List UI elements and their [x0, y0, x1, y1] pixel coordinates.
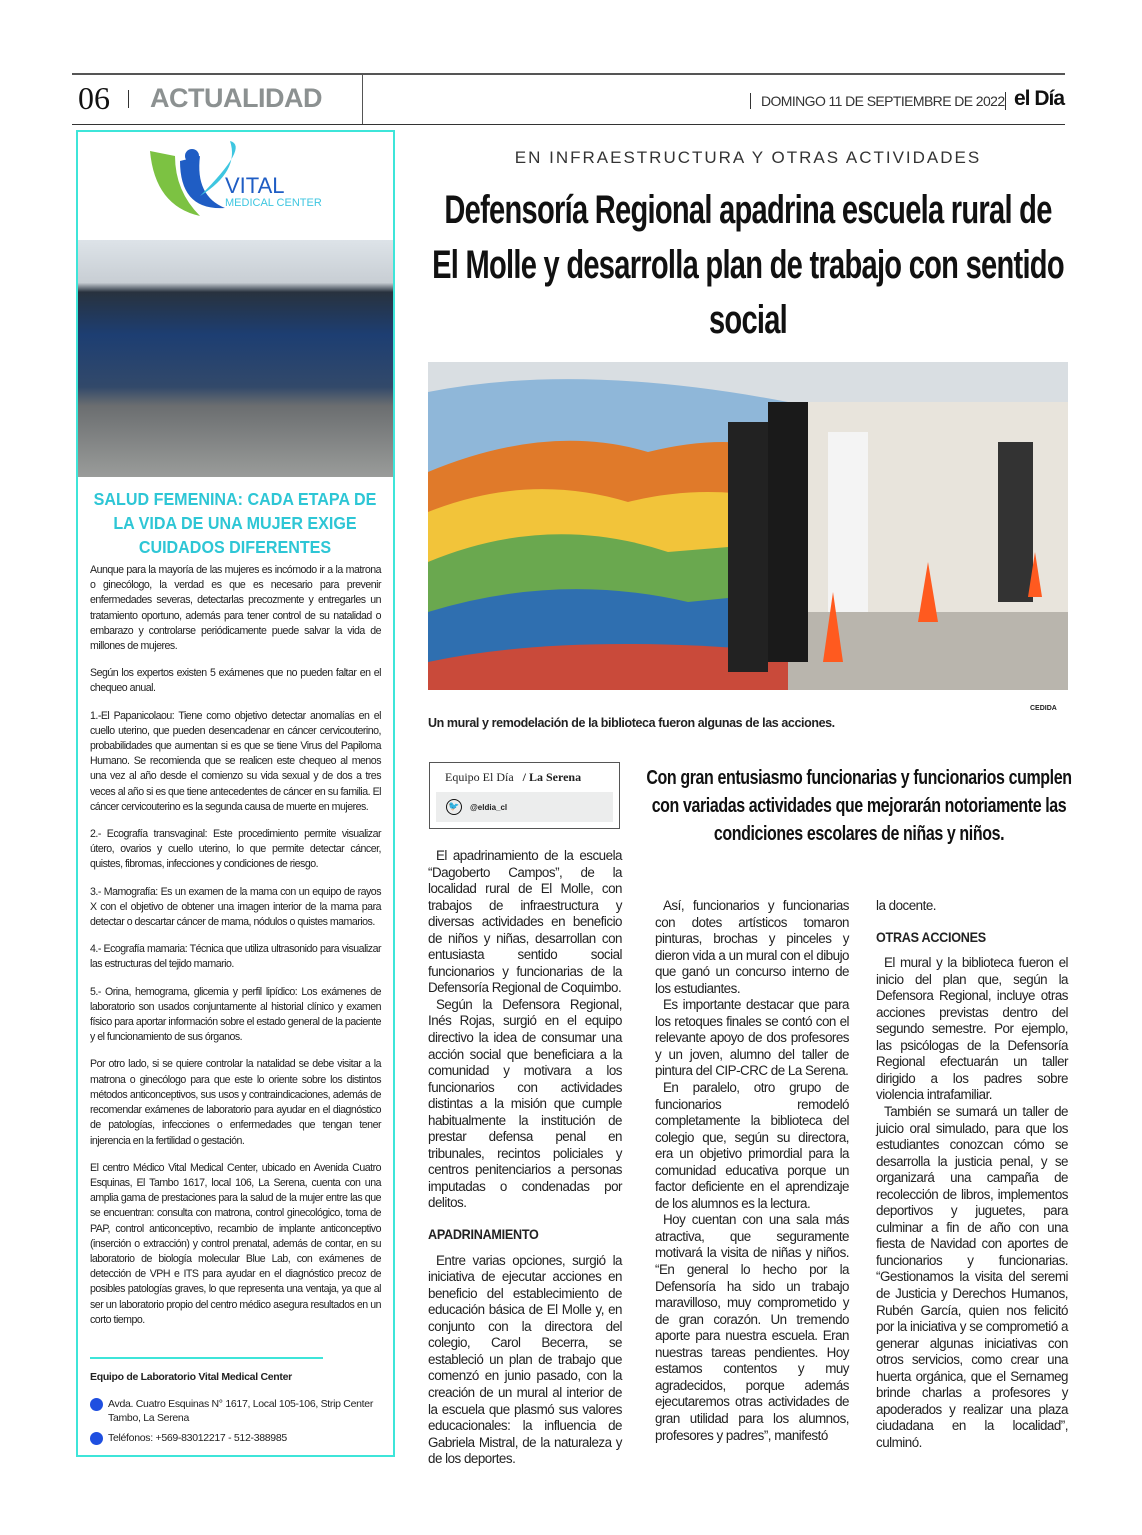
ad-paragraph: El centro Médico Vital Medical Center, ubicado en Avenida Cuatro Esquinas, El Tambo 1617, local 106, La Serena, cuenta con una amplia gama de prestaciones para la salud de la mujer entre las que se encuentran: consulta con matrona, control ginecológico, toma de PAP, control anticonceptivo, recambio de implante anticonceptivo (inserción o extracción) y control prenatal, además de contar, en su laboratorio de biología molecular Blue Lab, con exámenes de detección de VPH e ITS para ayudar en el diagnóstico precoz de posibles patologías graves, lo que representa una ventaja, ya que al ser un laboratorio propio del centro médico asegura resultados en un corto tiempo.: [90, 1161, 381, 1326]
ad-paragraph: 3.- Mamografía: Es un examen de la mama con un equipo de rayos X con el objetivo de obtener una imagen interior de la mama para detectar o descartar cáncer de mama, nódulos o quistes mamarios.: [90, 885, 381, 929]
page-number: 06: [78, 80, 110, 116]
photo-caption: Un mural y remodelación de la biblioteca fueron algunas de las acciones.: [428, 716, 835, 730]
ad-paragraph: Aunque para la mayoría de las mujeres es incómodo ir a la matrona o ginecólogo, la verdad es que es necesario para prevenir enfermedades severas, detectarlas precozmente y entregarles un tratamiento oportuno, además para tener control de su natalidad o embarazo y controlarse periódicamente puede salvar la vida de millones de mujeres.: [90, 564, 381, 653]
ad-title: SALUD FEMENINA: CADA ETAPA DE LA VIDA DE UNA MUJER EXIGE CUIDADOS DIFERENTES: [93, 489, 377, 557]
clinic-storefront-photo: [78, 240, 393, 477]
paragraph: Así, funcionarios y funcionarias con dotes artísticos tomaron pinturas, brochas y pinceles y dieron vida a un mural con el dibujo que ganó un concurso interno de los estudiantes.: [655, 898, 849, 996]
divider: [1005, 92, 1006, 110]
section-heading: APADRINAMIENTO: [428, 1226, 539, 1243]
section-heading: OTRAS ACCIONES: [876, 928, 986, 945]
vital-medical-center-logo: [140, 136, 340, 231]
byline-place: / La Serena: [522, 770, 582, 784]
header-bottom-rule: [72, 124, 1065, 125]
paragraph: la docente.: [876, 898, 937, 913]
ad-paragraph: 4.- Ecografía mamaria: Técnica que utiliza ultrasonido para visualizar las estructuras del tejido mamario.: [90, 943, 381, 971]
mural-painting-photo: [428, 362, 1068, 690]
ad-team: Equipo de Laboratorio Vital Medical Center: [90, 1371, 292, 1383]
section-title: ACTUALIDAD: [150, 83, 322, 113]
paragraph: El mural y la biblioteca fueron el inicio del plan que, según la Defensora Regional, incluye otras acciones previstas dentro del segundo semestre. Por ejemplo, las psicólogas de la Defensoría Regional efectuarán un taller dirigido a los padres sobre violencia intrafamiliar.: [876, 955, 1068, 1103]
article-headline: Defensoría Regional apadrina escuela rural de El Molle y desarrolla plan de trabajo con sentido social: [432, 188, 1064, 342]
article-subhead: Con gran entusiasmo funcionarias y funcionarios cumplen con variadas actividades que mejorarán notoriamente las condiciones escolares de niñas y niños.: [646, 767, 1072, 845]
paragraph: Hoy cuentan con una sala más atractiva, que seguramente motivará la visita de niñas y niños. “En general lo hecho por la Defensoría ha sido un trabajo maravilloso, muy comprometido y de gran corazón. Un tremendo aporte para nuestra escuela. Eran nuestras tareas pendientes. Hoy estamos contentos y muy agradecidos, porque además ejecutaremos otras actividades de gran utilidad para los alumnos, profesores y padres”, manifestó: [655, 1212, 849, 1443]
byline-box: [429, 762, 620, 829]
paragraph: Según la Defensora Regional, Inés Rojas, surgió en el equipo directivo la idea de consumar una acción social que beneficiara a la comunidad y motivara a los funcionarios con actividades distintas a la misión que cumple habitualmente la institución de prestar defensa penal en tribunales, recintos policiales y centros penitenciarios a personas imputadas o condenadas por delitos.: [428, 996, 622, 1211]
ad-paragraph: Según los expertos existen 5 exámenes que no pueden faltar en el chequeo anual.: [90, 667, 381, 695]
article-column-3: [876, 898, 1068, 1452]
header-divider: [362, 75, 363, 124]
twitter-icon: 🐦: [446, 799, 462, 815]
ad-paragraph: 5.- Orina, hemograma, glicemia y perfil lipídico: Los exámenes de laboratorio son usados conjuntamente al historial clínico y examen físico para aportar información sobre el estado general de la paciente y el funcionamiento de sus órganos.: [90, 985, 381, 1044]
address: Avda. Cuatro Esquinas N° 1617, Local 105-106, Strip Center Tambo, La Serena: [108, 1398, 374, 1424]
photo-credit: CEDIDA: [1030, 705, 1057, 712]
logo-text: VITAL: [225, 173, 285, 198]
phone-icon: [90, 1432, 103, 1445]
ad-contact: [90, 1397, 380, 1451]
issue-date: DOMINGO 11 DE SEPTIEMBRE DE 2022: [750, 93, 1005, 109]
newspaper-logo: el Día: [1014, 87, 1065, 110]
paragraph: También se sumará un taller de juicio oral simulado, para que los estudiantes conozcan cómo se desarrolla la justicia penal, y se organizará una campaña de recolección de libros, implementos deportivos y juguetes, para culminar a fin de año con una fiesta de Navidad con aportes de funcionarios y funcionarias. “Gestionamos la visita del seremi de Justicia y Derechos Humanos, Rubén García, quien nos felicitó por la iniciativa y se comprometió a generar algunas iniciativas con otros servicios, como crear una huerta orgánica, que el Sernameg brinde charlas a profesores y apoderados y realizar una plaza ciudadana en la localidad”, culminó.: [876, 1104, 1068, 1450]
byline-author: Equipo El Día: [445, 770, 514, 784]
divider: [128, 90, 129, 108]
paragraph: El apadrinamiento de la escuela “Dagoberto Campos”, de la localidad rural de El Molle, con trabajos de infraestructura y diversas actividades en beneficio de niños y niñas, desarrollan con entusiasta sentido social funcionarios y funcionarias de la Defensoría Regional de Coquimbo.: [428, 848, 622, 996]
ad-body: [90, 563, 381, 1340]
phones: Teléfonos: +569-83012217 - 512-388985: [108, 1432, 287, 1444]
article-column-2: [655, 898, 849, 1444]
ad-paragraph: Por otro lado, si se quiere controlar la natalidad se debe visitar a la matrona o ginecólogo para que este lo oriente sobre los distintos métodos anticonceptivos, sus usos y contraindicaciones, además de recomendar exámenes de laboratorio para ayudar en el diagnóstico de patologías, infecciones o enfermedades que tengan tener injerencia en la fertilidad o gestación.: [90, 1058, 381, 1147]
article-kicker: EN INFRAESTRUCTURA Y OTRAS ACTIVIDADES: [514, 148, 982, 167]
ad-separator: [90, 1357, 323, 1359]
article-column-1: [428, 848, 622, 1468]
paragraph: En paralelo, otro grupo de funcionarios remodeló completamente la biblioteca del colegio que, según su directora, era un objetivo primordial para la comunidad educativa porque un factor deficiente en el aprendizaje de los alumnos es la lectura.: [655, 1080, 849, 1211]
ad-paragraph: 1.-El Papanicolaou: Tiene como objetivo detectar anomalías en el cuello uterino, que pueden desencadenar en cáncer cervicouterino, probabilidades que aumentan si es que se tiene Virus del Papiloma Humano. Se recomienda que se realicen este chequeo al menos una vez al año desde el comienzo su vida sexual y de dos a tres veces al año si es que tiene antecedentes de cáncer en su familia. El cáncer cervicouterino es la segunda causa de muerte en mujeres.: [90, 709, 381, 813]
paragraph: Es importante destacar que para los retoques finales se contó con el relevante apoyo de dos profesores y un joven, alumno del taller de pintura del CIP-CRC de La Serena.: [655, 997, 849, 1079]
twitter-handle[interactable]: @eldia_cl: [470, 802, 508, 812]
ad-paragraph: 2.- Ecografía transvaginal: Este procedimiento permite visualizar útero, ovarios y cuello uterino, lo que permite detectar cáncer, quistes, fibromas, infecciones y condiciones de riesgo.: [90, 828, 381, 871]
logo-subtext: MEDICAL CENTER: [225, 197, 322, 209]
header-top-rule: [72, 73, 1065, 75]
location-pin-icon: [90, 1398, 103, 1411]
paragraph: Entre varias opciones, surgió la iniciativa de ejecutar acciones en beneficio del establecimiento de educación básica de El Molle y, en conjunto con la directora del colegio, Carol Becerra, se estableció un plan de trabajo que comenzó en junio pasado, con la creación de un mural al interior de la escuela que plasmó sus valores educacionales: la influencia de Gabriela Mistral, de la naturaleza y de los deportes.: [428, 1252, 622, 1467]
